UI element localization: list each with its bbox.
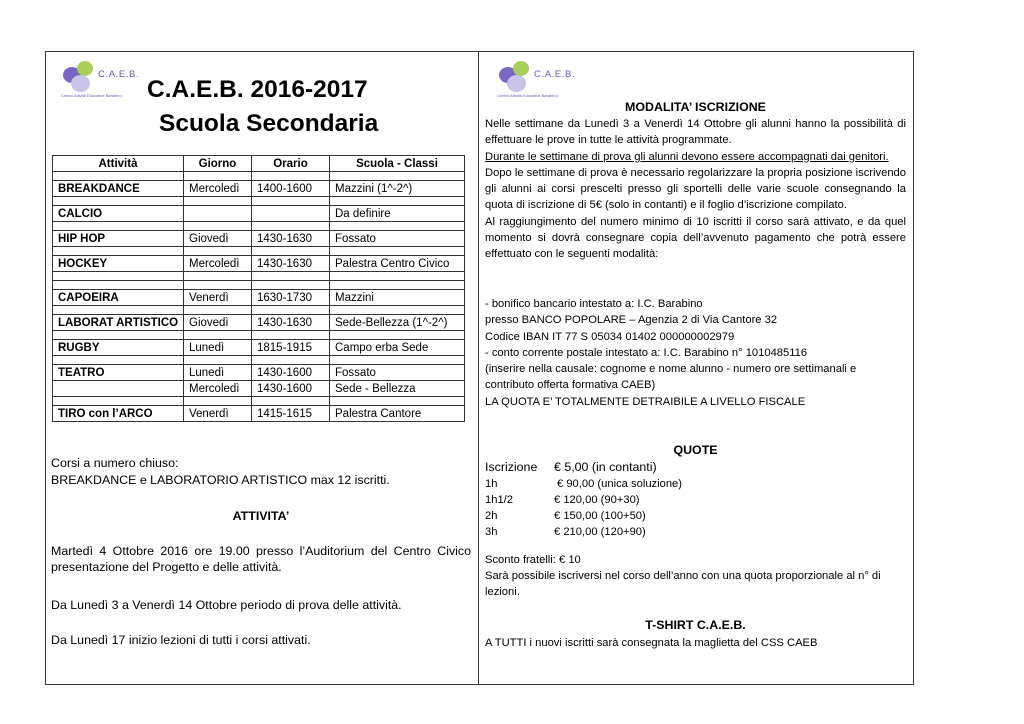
page-subtitle: Scuola Secondaria: [159, 110, 379, 137]
quote-heading: QUOTE: [673, 443, 718, 457]
table-row: LABORAT ARTISTICO Giovedì 1430-1630 Sede-Bellezza (1^-2^): [53, 315, 465, 331]
activities-table: [52, 155, 465, 422]
presentation-paragraph: Martedì 4 Ottobre 2016 ore 19.00 presso l’Auditorium del Centro Civico presentazione del Progetto e delle attività.: [51, 544, 471, 574]
table-row: HOCKEY Mercoledì 1430-1630 Palestra Centro Civico: [53, 256, 465, 272]
table-row: HIP HOP Giovedì 1430-1630 Fossato: [53, 231, 465, 247]
iban-line: Codice IBAN IT 77 S 05034 01402 000000002979: [485, 330, 735, 343]
trial-period-paragraph: Da Lunedì 3 a Venerdì 14 Ottobre periodo di prova delle attività.: [51, 598, 402, 612]
parents-paragraph: Durante le settimane di prova gli alunni devono essere accompagnati dai genitori.: [485, 150, 889, 163]
col-header-attivita: Attività: [53, 156, 184, 172]
quote-row: 2h € 150,00 (100+50): [485, 510, 646, 522]
col-header-scuola: Scuola - Classi: [330, 156, 465, 172]
logo-subtext: Centro Attività Educative Barabino: [497, 93, 558, 98]
table-row: TEATRO Lunedì 1430-1600 Fossato: [53, 365, 465, 381]
tshirt-text: A TUTTI i nuovi iscritti sarà consegnata la maglietta del CSS CAEB: [485, 637, 818, 649]
page-title: C.A.E.B. 2016-2017: [147, 76, 368, 103]
minimum-paragraph: Al raggiungimento del numero minimo di 10 iscritti il corso sarà attivato, e da quel momento si dovrà consegnare copia dell’avvenuto pagamento che potrà essere effettuato con le seguenti modalità:: [485, 215, 906, 261]
iscrizione-label: Iscrizione: [485, 460, 538, 474]
closed-courses-note: Corsi a numero chiuso:: [51, 456, 179, 470]
payment-methods: [485, 296, 906, 410]
table-row: CALCIO Da definire: [53, 206, 465, 222]
payment-line: - conto corrente postale intestato a: I.C. Barabino n° 1010485116: [485, 346, 808, 359]
logo-subtext: Centro Attività Educative Barabino: [61, 93, 122, 98]
regularize-paragraph: Dopo le settimane di prova è necessario regolarizzare la propria posizione iscrivendo gli alunni ai corsi prescelti presso gli sportelli delle varie scuole consegnando la quota di iscrizione di 5€ (solo in contanti) e il foglio d’iscrizione compilato.: [485, 166, 906, 212]
tax-deductible-line: LA QUOTA E’ TOTALMENTE DETRAIBILE A LIVELLO FISCALE: [485, 395, 806, 408]
logo-text: C.A.E.B.: [98, 69, 140, 80]
table-header-row: [53, 156, 465, 172]
logo-text: C.A.E.B.: [534, 69, 576, 80]
table-row: RUGBY Lunedì 1815-1915 Campo erba Sede: [53, 340, 465, 356]
attivita-heading: ATTIVITA’: [232, 509, 290, 523]
closed-courses-list: BREAKDANCE e LABORATORIO ARTISTICO max 12 iscritti.: [51, 473, 390, 487]
payment-line: (inserire nella causale: cognome e nome alunno - numero ore settimanali e contributo offerta formativa CAEB): [485, 363, 857, 392]
trial-paragraph: Nelle settimane da Lunedì 3 a Venerdì 14 Ottobre gli alunni hanno la possibilità di effettuare le prove in tutte le attività programmate.: [485, 118, 906, 147]
table-row: BREAKDANCE Mercoledì 1400-1600 Mazzini (1^-2^): [53, 181, 465, 197]
quote-row: 1h € 90,00 (unica soluzione): [485, 478, 683, 490]
table-row: Mercoledì 1430-1600 Sede - Bellezza: [53, 381, 465, 397]
tshirt-heading: T-SHIRT C.A.E.B.: [645, 618, 746, 632]
quote-row: 3h € 210,00 (120+90): [485, 526, 646, 538]
proportional-fee-note: Sarà possibile iscriversi nel corso dell’anno con una quota proporzionale al n° di lezioni.: [485, 570, 881, 599]
lessons-start-paragraph: Da Lunedì 17 inizio lezioni di tutti i corsi attivati.: [51, 633, 311, 647]
caeb-logo-right: [493, 57, 577, 103]
registration-text: [485, 116, 906, 263]
modalita-heading: MODALITA’ ISCRIZIONE: [625, 100, 766, 114]
quote-row: 1h1/2 € 120,00 (90+30): [485, 494, 640, 506]
payment-line: - bonifico bancario intestato a: I.C. Barabino: [485, 298, 703, 310]
payment-line: presso BANCO POPOLARE – Agenzia 2 di Via Cantore 32: [485, 314, 778, 327]
sibling-discount: Sconto fratelli: € 10: [485, 554, 581, 566]
iscrizione-row: [485, 460, 657, 474]
table-row: CAPOEIRA Venerdì 1630-1730 Mazzini: [53, 290, 465, 306]
col-header-giorno: Giorno: [184, 156, 252, 172]
col-header-orario: Orario: [252, 156, 330, 172]
caeb-logo: [57, 57, 141, 103]
iscrizione-value: € 5,00 (in contanti): [554, 460, 657, 474]
table-row: TIRO con l’ARCO Venerdì 1415-1615 Palestra Cantore: [53, 406, 465, 422]
column-divider: [478, 51, 479, 684]
